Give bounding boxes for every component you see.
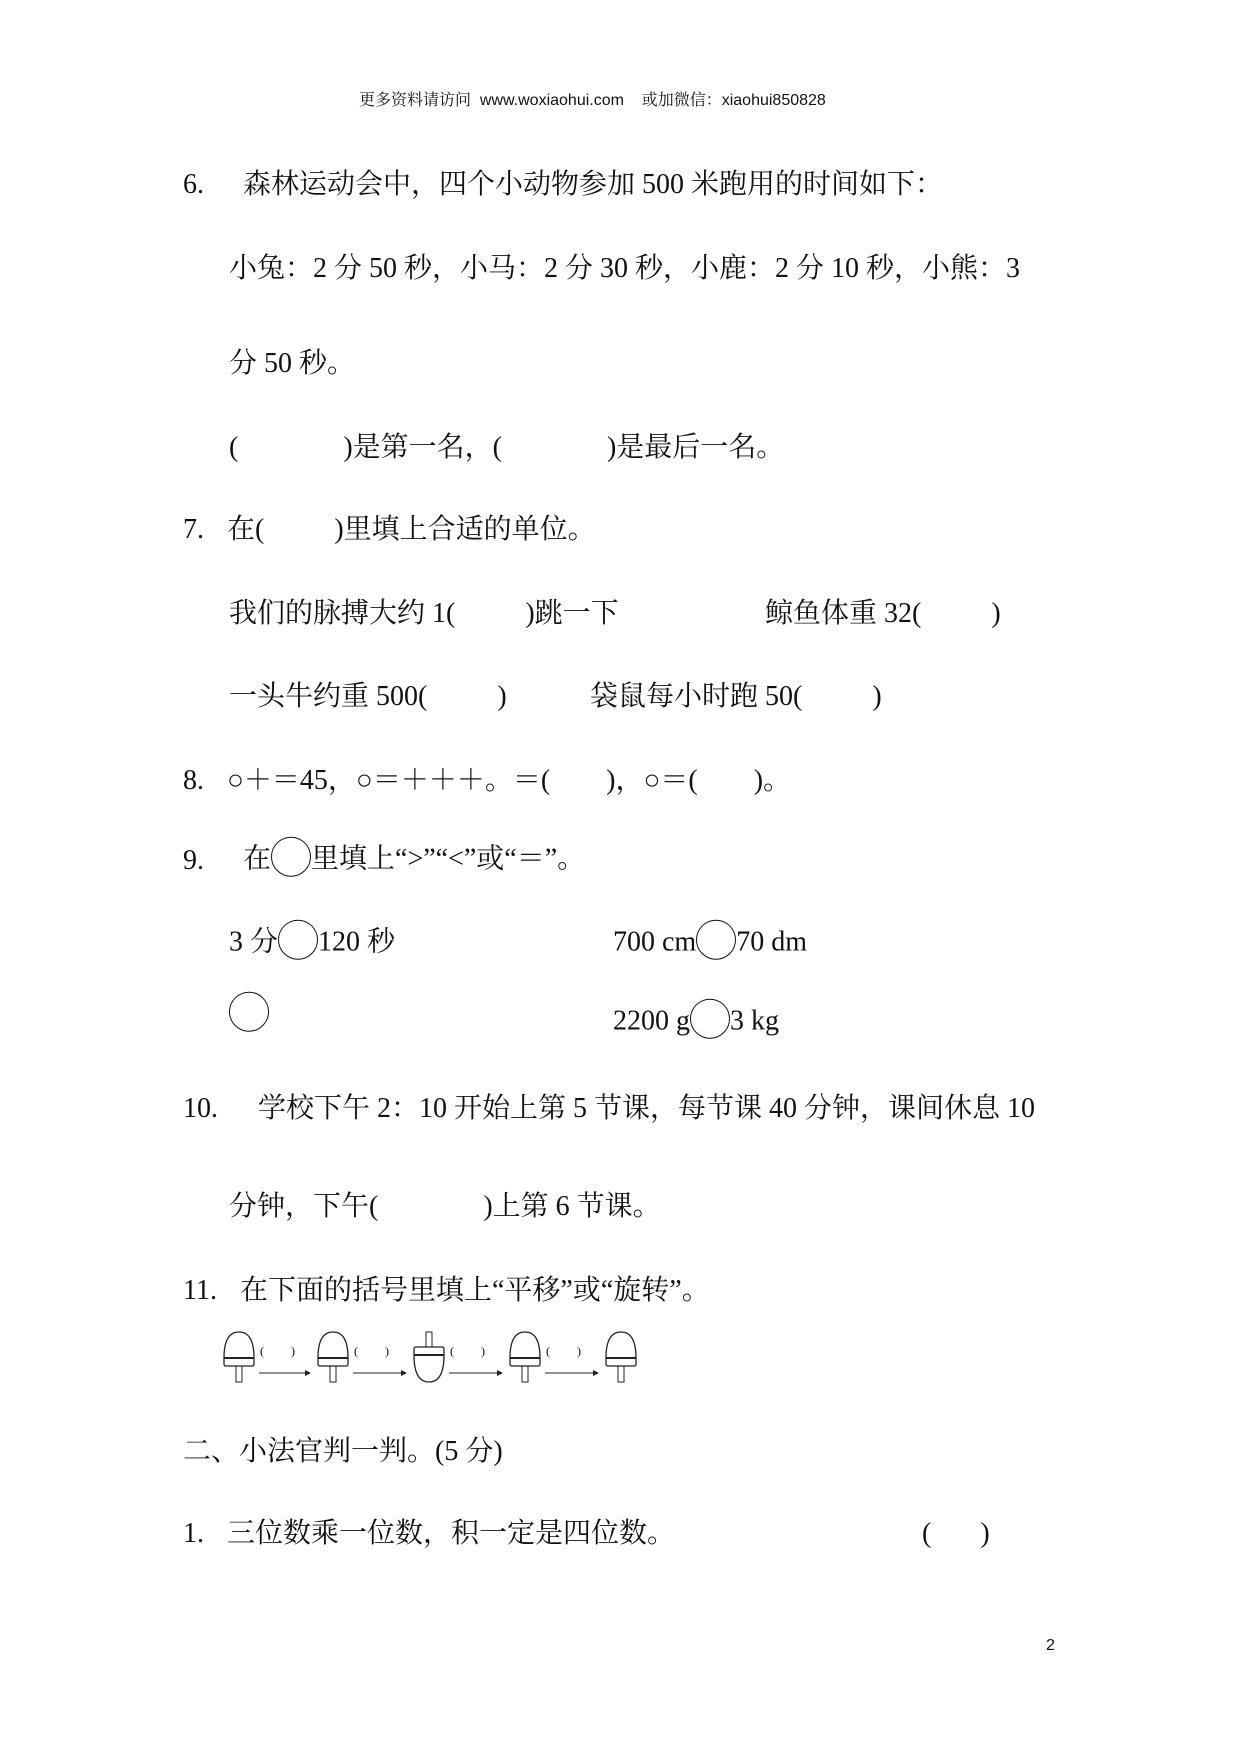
q11-blank: ( ) bbox=[450, 1344, 485, 1358]
answer-circle[interactable] bbox=[278, 919, 318, 959]
answer-circle[interactable] bbox=[696, 919, 736, 959]
q11-blank: ( ) bbox=[546, 1344, 581, 1358]
q9-a-right: 120 秒 bbox=[318, 926, 396, 958]
q11-text: 在下面的括号里填上“平移”或“旋转”。 bbox=[240, 1275, 710, 1306]
answer-circle[interactable] bbox=[690, 998, 730, 1038]
q6-times: 小兔：2 分 50 秒，小马：2 分 30 秒，小鹿：2 分 10 秒，小熊：3 bbox=[229, 253, 1021, 284]
j1-number: 1. bbox=[183, 1518, 204, 1549]
q6-text: 森林运动会中，四个小动物参加 500 米跑用的时间如下： bbox=[243, 169, 944, 200]
q7-item-a: 我们的脉搏大约 1( )跳一下 bbox=[229, 598, 619, 629]
paddle-icon bbox=[318, 1332, 348, 1382]
q9-d-right: 3 kg bbox=[730, 1005, 779, 1037]
q10-text-cont: 分钟，下午( )上第 6 节课。 bbox=[229, 1191, 661, 1222]
q9-d-left: 2200 g bbox=[613, 1005, 690, 1037]
q7-item-b: 鲸鱼体重 32( ) bbox=[765, 598, 1001, 629]
q10-number: 10. bbox=[183, 1093, 218, 1124]
q9-b-right: 70 dm bbox=[736, 926, 807, 958]
q8-number: 8. bbox=[183, 765, 204, 796]
section-2-title: 二、小法官判一判。(5 分) bbox=[183, 1436, 503, 1467]
q11-blank: ( ) bbox=[260, 1344, 295, 1358]
answer-circle[interactable] bbox=[229, 991, 269, 1031]
q9-number: 9. bbox=[183, 845, 204, 876]
q6-number: 6. bbox=[183, 169, 204, 200]
q7-text: 在( )里填上合适的单位。 bbox=[227, 514, 596, 545]
q10-text: 学校下午 2：10 开始上第 5 节课，每节课 40 分钟，课间休息 10 bbox=[258, 1093, 1036, 1124]
paddle-icon bbox=[606, 1332, 636, 1382]
q9-item-d bbox=[613, 1005, 779, 1039]
q7-number: 7. bbox=[183, 514, 204, 545]
q6-answer: ( )是第一名，( )是最后一名。 bbox=[229, 432, 785, 463]
q7-item-c: 一头牛约重 500( ) bbox=[229, 681, 507, 712]
q9-item-c bbox=[229, 1001, 269, 1032]
q9-text bbox=[243, 843, 586, 877]
paddle-icon bbox=[224, 1332, 254, 1382]
circle-icon bbox=[271, 836, 311, 876]
q9-item-a bbox=[229, 926, 396, 960]
q9-post: 里填上“>”“<”或“＝”。 bbox=[311, 843, 586, 875]
q8-text: ○＋＝45，○＝＋＋＋。＝( )，○＝( )。 bbox=[227, 765, 792, 796]
paddle-rotated-icon bbox=[414, 1332, 444, 1382]
q6-times-cont: 分 50 秒。 bbox=[229, 348, 356, 379]
page-number: 2 bbox=[1046, 1637, 1055, 1654]
rotation-translation-figure bbox=[222, 1328, 652, 1388]
header-note: 更多资料请访问 www.woxiaohui.com 或加微信：xiaohui850828 bbox=[359, 92, 826, 109]
q11-number: 11. bbox=[183, 1275, 217, 1306]
q9-item-b bbox=[613, 926, 807, 960]
q11-blank: ( ) bbox=[354, 1344, 389, 1358]
j1-text: 三位数乘一位数，积一定是四位数。 bbox=[227, 1518, 676, 1549]
q7-item-d: 袋鼠每小时跑 50( ) bbox=[590, 681, 882, 712]
q9-pre: 在 bbox=[243, 843, 272, 875]
q9-a-left: 3 分 bbox=[229, 926, 279, 958]
paddle-icon bbox=[510, 1332, 540, 1382]
q9-b-left: 700 cm bbox=[613, 926, 697, 958]
j1-answer-blank[interactable]: ( ) bbox=[922, 1518, 990, 1549]
